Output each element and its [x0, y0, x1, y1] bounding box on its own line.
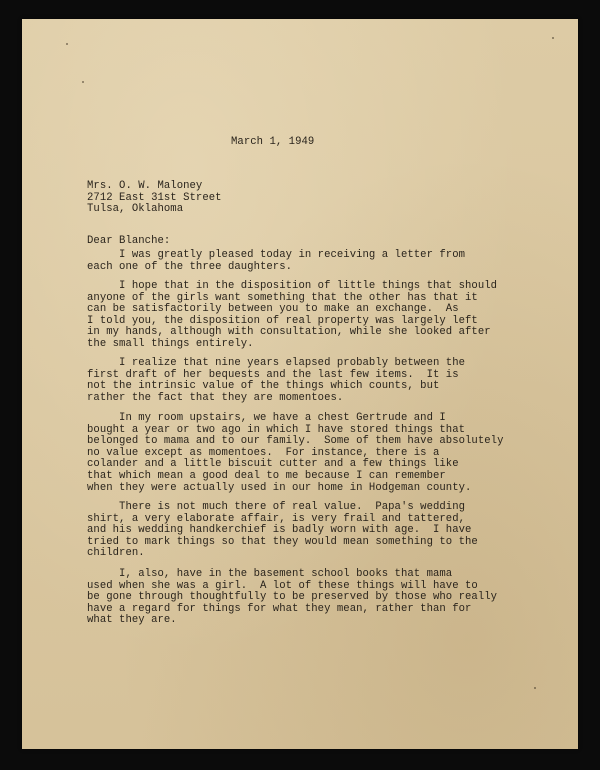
paragraph-5: [87, 502, 478, 560]
paragraph-line: no value except as momentoes. For instance, there is a: [87, 446, 440, 459]
paper-speck: [552, 37, 554, 39]
paragraph-line: what they are.: [87, 614, 177, 627]
paragraph-line: anyone of the girls want something that the other has that it: [87, 291, 478, 304]
paragraph-line: first draft of her bequests and the last few items. It is: [87, 368, 459, 381]
address-line-city: Tulsa, Oklahoma: [87, 203, 184, 216]
paragraph-6: [87, 569, 497, 627]
paragraph-3: [87, 358, 465, 404]
paragraph-line: shirt, a very elaborate affair, is very frail and tattered,: [87, 512, 466, 525]
paper-speck: [82, 81, 84, 83]
paragraph-line: the small things entirely.: [87, 337, 254, 350]
letter-date: March 1, 1949: [231, 136, 315, 148]
paragraph-line: and his wedding handkerchief is badly worn with age. I have: [87, 524, 472, 537]
salutation: Dear Blanche:: [87, 235, 171, 247]
paragraph-line: when they were actually used in our home in Hodgeman county.: [87, 481, 472, 494]
paragraph-line: There is not much there of real value. Papa's wedding: [87, 501, 466, 513]
paragraph-line: I hope that in the disposition of little things that should: [87, 280, 498, 292]
paragraph-line: children.: [87, 547, 145, 560]
paragraph-line: I told you, the disposition of real property was largely left: [87, 314, 478, 327]
paragraph-line: bought a year or two ago in which I have stored things that: [87, 423, 466, 436]
recipient-address: [87, 181, 222, 216]
paragraph-2: [87, 281, 497, 351]
paragraph-line: I, also, have in the basement school books that mama: [87, 568, 453, 580]
paragraph-line: tried to mark things so that they would mean something to the: [87, 535, 478, 548]
paragraph-line: I realize that nine years elapsed probably between the: [87, 357, 466, 369]
address-line-street: 2712 East 31st Street: [87, 191, 222, 204]
paragraph-line: in my hands, although with consultation, while she looked after: [87, 326, 491, 339]
paragraph-line: each one of the three daughters.: [87, 260, 293, 273]
paragraph-1: [87, 250, 465, 273]
paragraph-line: belonged to mama and to our family. Some of them have absolutely: [87, 435, 504, 448]
paragraph-line: have a regard for things for what they mean, rather than for: [87, 602, 472, 615]
paragraph-line: be gone through thoughtfully to be preserved by those who really: [87, 591, 498, 604]
paragraph-line: that which mean a good deal to me because I can remember: [87, 469, 446, 482]
paragraph-line: I was greatly pleased today in receiving a letter from: [87, 249, 466, 261]
paragraph-line: colander and a little biscuit cutter and a few things like: [87, 458, 459, 471]
paper-speck: [534, 687, 536, 689]
paragraph-line: used when she was a girl. A lot of these things will have to: [87, 579, 478, 592]
paragraph-line: rather the fact that they are momentoes.: [87, 391, 344, 404]
paper-speck: [66, 43, 68, 45]
paragraph-line: can be satisfactorily between you to make an exchange. As: [87, 303, 459, 316]
paragraph-4: [87, 413, 503, 494]
address-line-name: Mrs. O. W. Maloney: [87, 180, 203, 192]
paragraph-line: In my room upstairs, we have a chest Gertrude and I: [87, 412, 446, 424]
paragraph-line: not the intrinsic value of the things which counts, but: [87, 380, 440, 393]
